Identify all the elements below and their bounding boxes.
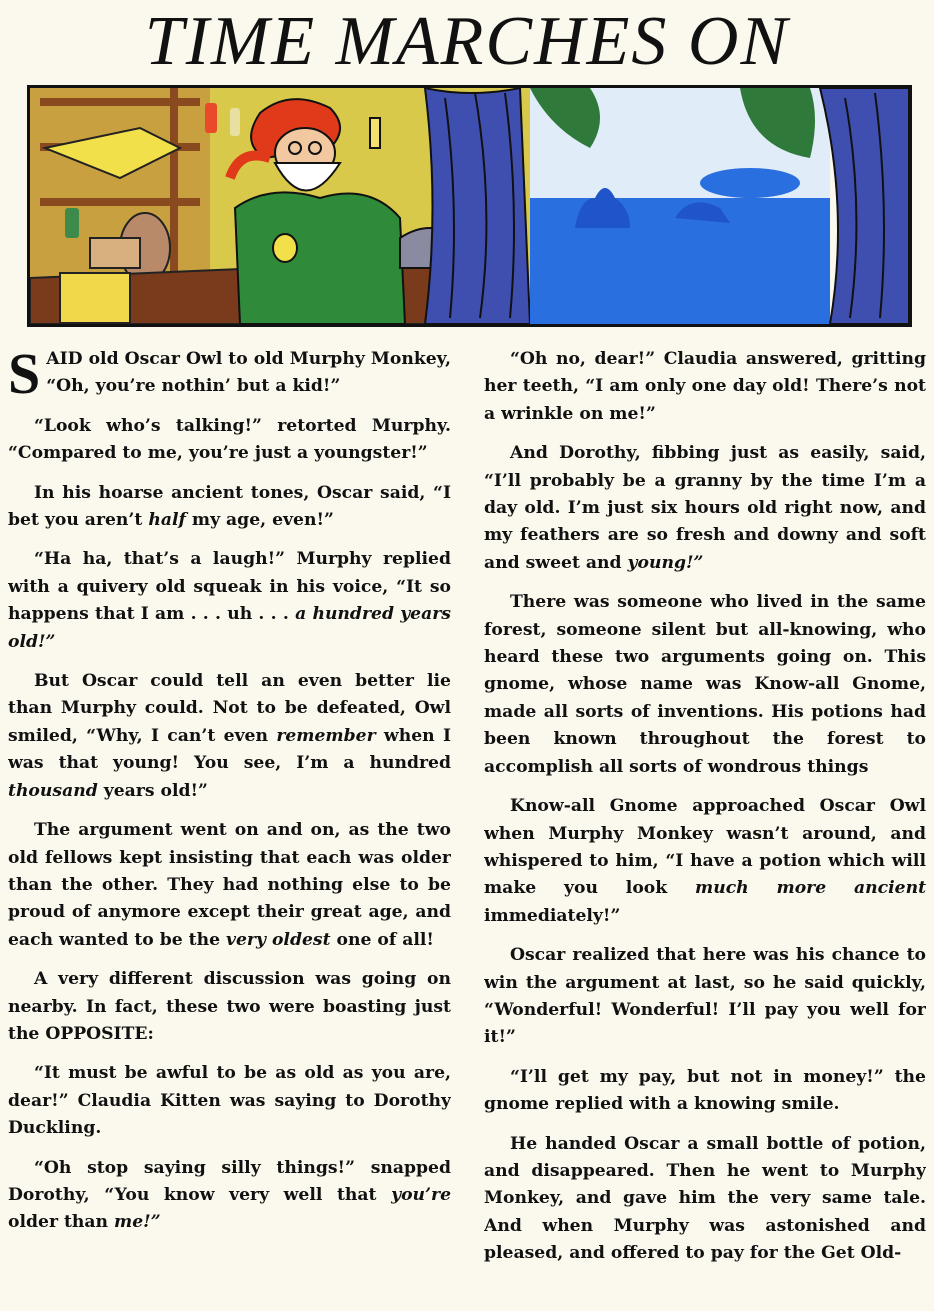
paragraph: “Ha ha, that’s a laugh!” Murphy replied with a quivery old squeak in his voice, “It so happens that I am . . . uh . . . a hundred years old!” bbox=[8, 549, 451, 652]
paragraph: A very different discussion was going on nearby. In fact, these two were boasting just the OPPOSITE: bbox=[8, 969, 451, 1044]
paragraph: “Oh no, dear!” Claudia answered, gritting her teeth, “I am only one day old! There’s not a wrinkle on me!” bbox=[484, 349, 926, 424]
pocket-watch-icon bbox=[273, 234, 297, 262]
text-column-right bbox=[484, 346, 926, 1308]
bottle-icon bbox=[205, 103, 217, 133]
gnome-workshop-illustration bbox=[30, 88, 909, 324]
bottle-icon bbox=[65, 208, 79, 238]
paragraph: Know-all Gnome approached Oscar Owl when Murphy Monkey wasn’t around, and whispered to him, “I have a potion which will make you look much more ancient immediately!” bbox=[484, 796, 926, 926]
paragraph: He handed Oscar a small bottle of potion, and disappeared. Then he went to Murphy Monkey, and gave him the very same tale. And when Murphy was astonished and pleased, and offered to pay for the Get Old- bbox=[484, 1133, 926, 1264]
paragraph: There was someone who lived in the same forest, someone silent but all-knowing, who heard these two arguments going on. This gnome, whose name was Know-all Gnome, made all sorts of inventions. His potions had been known throughout the forest to accomplish all sorts of wondrous things bbox=[484, 592, 926, 777]
paragraph: The argument went on and on, as the two old fellows kept insisting that each was older than the other. They had nothing else to be proud of anymore except their great age, and each wanted to be the very oldest one of all! bbox=[8, 820, 451, 950]
paragraph: In his hoarse ancient tones, Oscar said, “I bet you aren’t half my age, even!” bbox=[8, 482, 451, 531]
potion-vial-icon bbox=[370, 118, 380, 148]
page-title: TIME MARCHES ON bbox=[144, 3, 790, 80]
curtain-right bbox=[820, 88, 909, 324]
bottle-icon bbox=[230, 108, 240, 136]
story-illustration bbox=[27, 85, 912, 327]
drop-cap: S bbox=[8, 346, 41, 406]
paragraph: And Dorothy, fibbing just as easily, said, “I’ll probably be a granny by the time I’m a day old. I’m just six hours old right now, and my feathers are so fresh and downy and soft and sweet and young!” bbox=[484, 443, 926, 573]
text-column-left bbox=[8, 346, 451, 1308]
paragraph: SAID old Oscar Owl to old Murphy Monkey, “Oh, you’re nothin’ but a kid!” bbox=[8, 346, 451, 406]
paragraph: “Look who’s talking!” retorted Murphy. “Compared to me, you’re just a youngster!” bbox=[8, 415, 451, 464]
gnome-coat bbox=[235, 192, 405, 324]
paragraph: But Oscar could tell an even better lie than Murphy could. Not to be defeated, Owl smiled, “Why, I can’t even remember when I was that young! You see, I’m a hundred thousand years old!” bbox=[8, 671, 451, 801]
paragraph: Oscar realized that here was his chance to win the argument at last, so he said quickly, “Wonderful! Wonderful! I’ll pay you well for it!” bbox=[484, 945, 926, 1048]
paragraph: “Oh stop saying silly things!” snapped Dorothy, “You know very well that you’re older than me!” bbox=[8, 1157, 451, 1233]
paragraph: “I’ll get my pay, but not in money!” the gnome replied with a knowing smile. bbox=[484, 1066, 926, 1115]
paragraph: “It must be awful to be as old as you are, dear!” Claudia Kitten was saying to Dorothy Duckling. bbox=[8, 1063, 451, 1139]
